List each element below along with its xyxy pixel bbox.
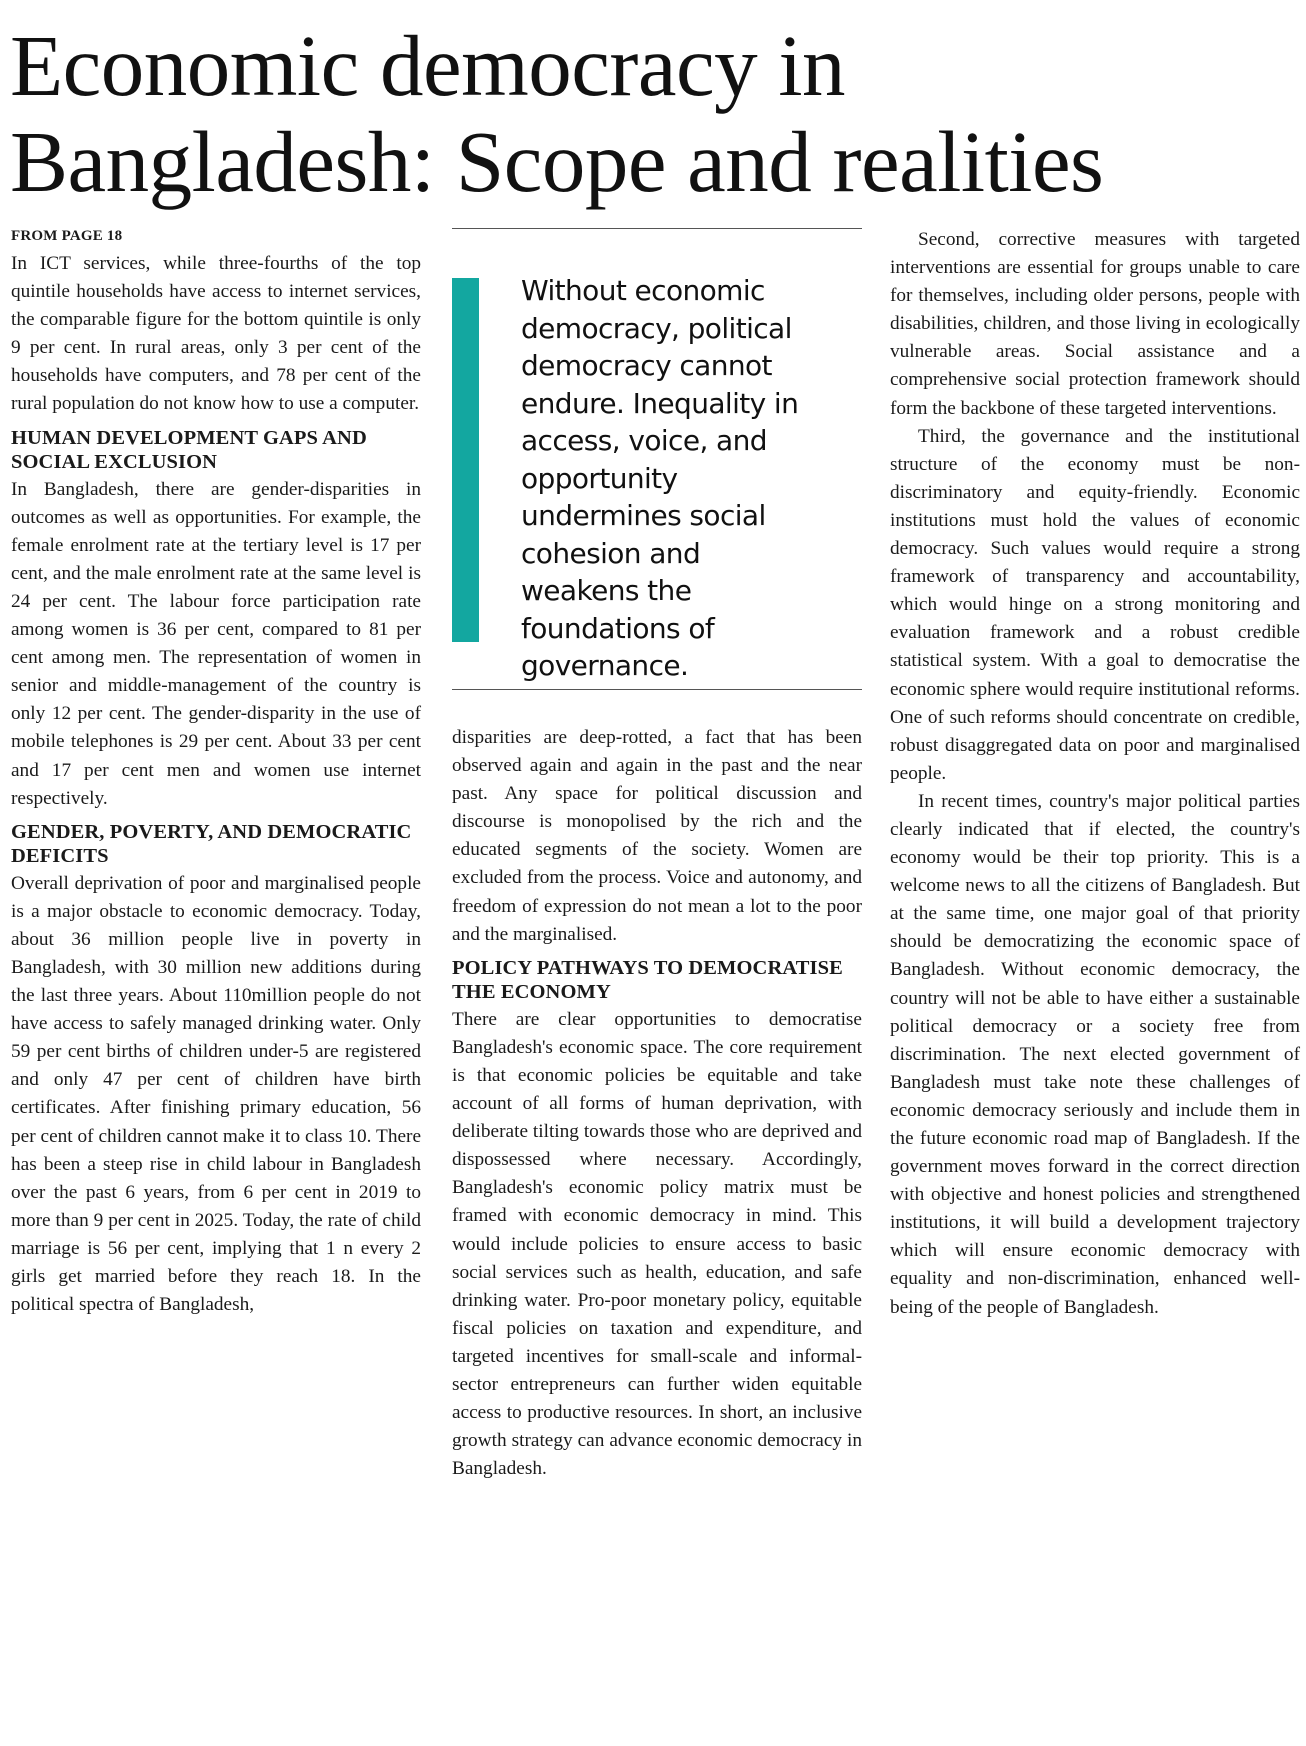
paragraph: In ICT services, while three-fourths of the top quintile households have access to internet services, the comparable figure for the bottom quintile is only 9 per cent. In rural areas, only 3 per cent of the households have computers, and 78 per cent of the rural population do not know how to use a computer. xyxy=(11,253,421,415)
article-column-1 xyxy=(11,226,421,1319)
pull-quote: Without economic democracy, political democracy cannot endure. Inequality in access, voice, and opportunity undermines social cohesion and weakens the foundations of governance. xyxy=(521,274,799,682)
continued-from-label: FROM PAGE 18 xyxy=(11,228,123,244)
section-heading: POLICY PATHWAYS TO DEMOCRATISE THE ECONOMY xyxy=(452,956,843,1003)
section-heading: HUMAN DEVELOPMENT GAPS AND SOCIAL EXCLUSION xyxy=(11,426,367,473)
paragraph: In recent times, country's major political parties clearly indicated that if elected, the country's economy would be their top priority. This is a welcome news to all the citizens of Bangladesh. But at the same time, one major goal of that priority should be democratizing the economic space of Bangladesh. Without economic democracy, the country will not be able to have either a sustainable political democracy or a society free from discrimination. The next elected government of Bangladesh must take note these challenges of economic democracy seriously and include them in the future economic road map of Bangladesh. If the government moves forward in the correct direction with objective and honest policies and strengthened institutions, it will build a development trajectory which will ensure economic democracy with equality and non-discrimination, enhanced well-being of the people of Bangladesh. xyxy=(890,790,1300,1318)
paragraph: Third, the governance and the institutional structure of the economy must be non-discriminatory and equity-friendly. Economic institutions must hold the values of economic democracy. Such values would require a strong framework of transparency and accountability, which would hinge on a strong monitoring and evaluation framework and a robust credible statistical system. With a goal to democratise the economic sphere would require institutional reforms. One of such reforms should concentrate on credible, robust disaggregated data on poor and marginalised people. xyxy=(890,425,1300,784)
section-heading: GENDER, POVERTY, AND DEMOCRATIC DEFICITS xyxy=(11,820,412,867)
paragraph: Overall deprivation of poor and marginalised people is a major obstacle to economic democracy. Today, about 36 million people live in poverty in Bangladesh, with 30 million new additions during the last three years. About 110million people do not have access to safely managed drinking water. Only 59 per cent births of children under-5 are registered and only 47 per cent of children have birth certificates. After finishing primary education, 56 per cent of children cannot make it to class 10. There has been a steep rise in child labour in Bangladesh over the past 6 years, from 6 per cent in 2019 to more than 9 per cent in 2025. Today, the rate of child marriage is 56 per cent, implying that 1 n every 2 girls get married before they reach 18. In the political spectra of Bangladesh, xyxy=(11,872,421,1316)
headline xyxy=(10,18,1290,210)
paragraph: In Bangladesh, there are gender-disparities in outcomes as well as opportunities. For example, the female enrolment rate at the tertiary level is 17 per cent, and the male enrolment rate at the same level is 24 per cent. The labour force participation rate among women is 36 per cent, compared to 81 per cent among men. The representation of women in senior and middle-management of the country is only 12 per cent. The gender-disparity in the use of mobile telephones is 29 per cent. About 33 per cent and 17 per cent men and women use internet respectively. xyxy=(11,478,421,809)
paragraph: Second, corrective measures with targeted interventions are essential for groups unable to care for themselves, including older persons, people with disabilities, children, and those living in ecologically vulnerable areas. Social assistance and a comprehensive social protection framework should form the backbone of these targeted interventions. xyxy=(890,229,1300,419)
headline-line-1: Economic democracy in xyxy=(10,17,845,114)
article-column-3 xyxy=(890,226,1300,1322)
article-column-2 xyxy=(452,724,862,1483)
headline-line-2: Bangladesh: Scope and realities xyxy=(10,113,1104,210)
pull-quote-top-rule xyxy=(452,228,862,229)
paragraph: disparities are deep-rotted, a fact that has been observed again and again in the past and the near past. Any space for political discussion and discourse is monopolised by the rich and the educated segments of the society. Women are excluded from the process. Voice and autonomy, and freedom of expression do not mean a lot to the poor and the marginalised. xyxy=(452,727,862,945)
pull-quote-bottom-rule xyxy=(452,689,862,690)
pull-quote-accent-bar xyxy=(452,278,479,642)
paragraph: There are clear opportunities to democratise Bangladesh's economic space. The core requirement is that economic policies be equitable and take account of all forms of human deprivation, with deliberate tilting towards those who are deprived and dispossessed where necessary. Accordingly, Bangladesh's economic policy matrix must be framed with economic democracy in mind. This would include policies to ensure access to basic social services such as health, education, and safe drinking water. Pro-poor monetary policy, equitable fiscal policies on taxation and expenditure, and targeted incentives for small-scale and informal-sector entrepreneurs can further widen equitable access to productive resources. In short, an inclusive growth strategy can advance economic democracy in Bangladesh. xyxy=(452,1008,862,1480)
